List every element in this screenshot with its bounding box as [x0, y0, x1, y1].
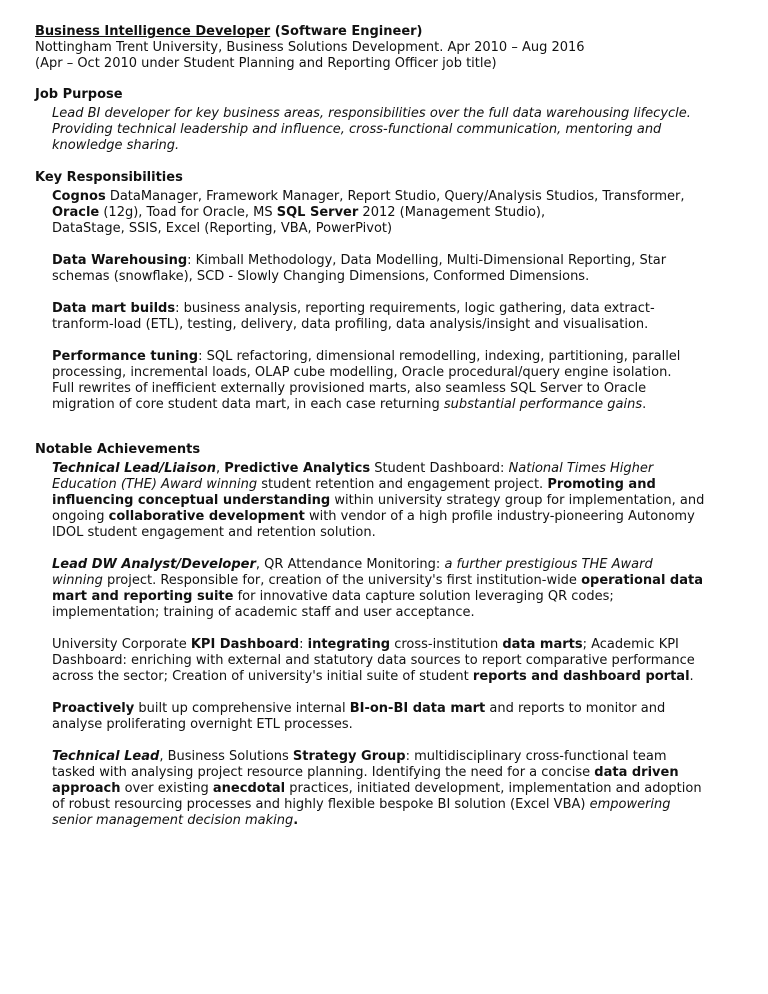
achievement-highlight: mart and reporting suite — [52, 589, 234, 604]
achievement-text: and reports to monitor and — [485, 701, 666, 716]
achievement-highlight: data driven — [594, 765, 679, 780]
skill-emphasis: substantial performance gains — [443, 397, 643, 412]
achievement-text: : multidisciplinary cross-functional team — [405, 749, 667, 764]
tuning-paragraph — [52, 349, 725, 413]
achievement-emphasis: empowering — [589, 797, 671, 812]
achievement-text: analyse proliferating overnight ETL processes. — [52, 717, 353, 732]
achievement-text: student retention and engagement project. — [257, 477, 548, 492]
skill-heading: Data mart builds — [52, 301, 176, 316]
achievement-highlight: BI-on-BI data mart — [349, 701, 486, 716]
achievement-role: Lead DW Analyst/Developer — [52, 557, 256, 572]
tools-text: DataManager, Framework Manager, Report Studio, Query/Analysis Studios, Transformer, — [105, 189, 685, 204]
achievement-text: built up comprehensive internal — [134, 701, 350, 716]
tools-paragraph — [52, 189, 725, 237]
achievement-highlight: collaborative development — [108, 509, 305, 524]
job-purpose-text — [52, 106, 725, 154]
skill-text: : SQL refactoring, dimensional remodelling, indexing, partitioning, parallel — [198, 349, 681, 364]
achievement-role: Technical Lead — [52, 749, 160, 764]
achievement-text: over existing — [120, 781, 213, 796]
achievement-item — [52, 557, 725, 621]
datamart-paragraph — [52, 301, 725, 333]
achievement-highlight: influencing conceptual understanding — [52, 493, 331, 508]
achievement-text: within university strategy group for implementation, and — [330, 493, 705, 508]
achievement-text: tasked with analysing project resource planning. Identifying the need for a concise — [52, 765, 595, 780]
achievement-text: implementation; training of academic staff and user acceptance. — [52, 605, 475, 620]
tool-name: Cognos — [52, 189, 106, 204]
achievement-highlight: approach — [52, 781, 121, 796]
achievement-emphasis: Education (THE) Award winning — [52, 477, 258, 492]
skill-heading: Data Warehousing — [52, 253, 188, 268]
achievement-highlight: . — [293, 813, 299, 828]
achievement-text: project. Responsible for, creation of the university's first institution-wide — [102, 573, 582, 588]
tool-name: Oracle — [52, 205, 100, 220]
achievement-text: ongoing — [52, 509, 109, 524]
job-purpose-line: Lead BI developer for key business areas, responsibilities over the full data warehousing lifecycle. — [52, 106, 691, 121]
skill-heading: Performance tuning — [52, 349, 199, 364]
skill-text: processing, incremental loads, OLAP cube modelling, Oracle procedural/query engine isolation. — [52, 365, 672, 380]
key-responsibilities-list — [52, 189, 725, 413]
achievement-highlight: data marts — [502, 637, 583, 652]
achievement-text: IDOL student engagement and retention solution. — [52, 525, 376, 540]
achievement-highlight: anecdotal — [212, 781, 286, 796]
achievement-highlight: Strategy Group — [292, 749, 406, 764]
achievement-item — [52, 749, 725, 829]
achievement-item — [52, 701, 725, 733]
achievement-text: ; Academic KPI — [582, 637, 679, 652]
achievement-highlight: operational data — [581, 573, 703, 588]
note-line: (Apr – Oct 2010 under Student Planning and Reporting Officer job title) — [35, 56, 497, 71]
achievement-item — [52, 461, 725, 541]
achievement-emphasis: a further prestigious THE Award — [444, 557, 653, 572]
achievement-text: for innovative data capture solution leveraging QR codes; — [233, 589, 614, 604]
achievement-text: cross-institution — [390, 637, 503, 652]
achievement-text: . — [689, 669, 694, 684]
skill-text: migration of core student data mart, in each case returning — [52, 397, 444, 412]
resume-page — [35, 24, 725, 829]
achievements-list — [52, 461, 725, 829]
achievement-text: , — [215, 461, 225, 476]
achievement-highlight: Predictive Analytics — [224, 461, 371, 476]
tool-name: SQL Server — [276, 205, 359, 220]
achievement-emphasis: National Times Higher — [508, 461, 654, 476]
skill-text: Full rewrites of inefficient externally provisioned marts, also seamless SQL Server to Oracle — [52, 381, 647, 396]
warehousing-paragraph — [52, 253, 725, 285]
achievement-text: of robust resourcing processes and highly flexible bespoke BI solution (Excel VBA) — [52, 797, 590, 812]
tools-text: 2012 (Management Studio), — [358, 205, 546, 220]
achievement-item — [52, 637, 725, 685]
achievement-emphasis: winning — [52, 573, 103, 588]
achievement-highlight: Promoting and — [547, 477, 656, 492]
achievement-text: with vendor of a high profile industry-pioneering Autonomy — [304, 509, 695, 524]
achievement-text: Dashboard: enriching with external and statutory data sources to report comparative performance — [52, 653, 695, 668]
achievement-emphasis: senior management decision making — [52, 813, 294, 828]
notable-achievements-title: Notable Achievements — [35, 442, 201, 457]
role-subtitle: (Software Engineer) — [274, 24, 423, 39]
tools-text: (12g), Toad for Oracle, MS — [99, 205, 277, 220]
achievement-text: Student Dashboard: — [370, 461, 509, 476]
org-line: Nottingham Trent University, Business Solutions Development. Apr 2010 – Aug 2016 — [35, 40, 585, 55]
skill-text: : business analysis, reporting requirements, logic gathering, data extract- — [175, 301, 655, 316]
key-responsibilities-title: Key Responsibilities — [35, 170, 183, 185]
job-purpose-line: knowledge sharing. — [52, 138, 180, 153]
achievement-text: across the sector; Creation of university's initial suite of student — [52, 669, 473, 684]
achievement-highlight: KPI Dashboard — [190, 637, 300, 652]
achievement-highlight: reports and dashboard portal — [472, 669, 690, 684]
skill-text: : Kimball Methodology, Data Modelling, Multi-Dimensional Reporting, Star — [187, 253, 667, 268]
achievement-highlight: integrating — [307, 637, 391, 652]
skill-text: tranform-load (ETL), testing, delivery, data profiling, data analysis/insight and visualisation. — [52, 317, 649, 332]
achievement-highlight: Proactively — [52, 701, 135, 716]
skill-text: . — [642, 397, 647, 412]
achievement-text: , QR Attendance Monitoring: — [255, 557, 445, 572]
achievement-text: University Corporate — [52, 637, 191, 652]
tools-text: DataStage, SSIS, Excel (Reporting, VBA, PowerPivot) — [52, 221, 393, 236]
job-purpose-line: Providing technical leadership and influence, cross-functional communication, mentoring and — [52, 122, 662, 137]
job-purpose-title: Job Purpose — [35, 87, 123, 102]
skill-text: schemas (snowflake), SCD - Slowly Changing Dimensions, Conformed Dimensions. — [52, 269, 590, 284]
achievement-text: practices, initiated development, implementation and adoption — [285, 781, 702, 796]
role-heading — [35, 24, 725, 40]
achievement-role: Technical Lead/Liaison — [52, 461, 216, 476]
achievement-text: , Business Solutions — [159, 749, 293, 764]
role-title: Business Intelligence Developer — [35, 24, 271, 39]
achievement-text: : — [299, 637, 308, 652]
